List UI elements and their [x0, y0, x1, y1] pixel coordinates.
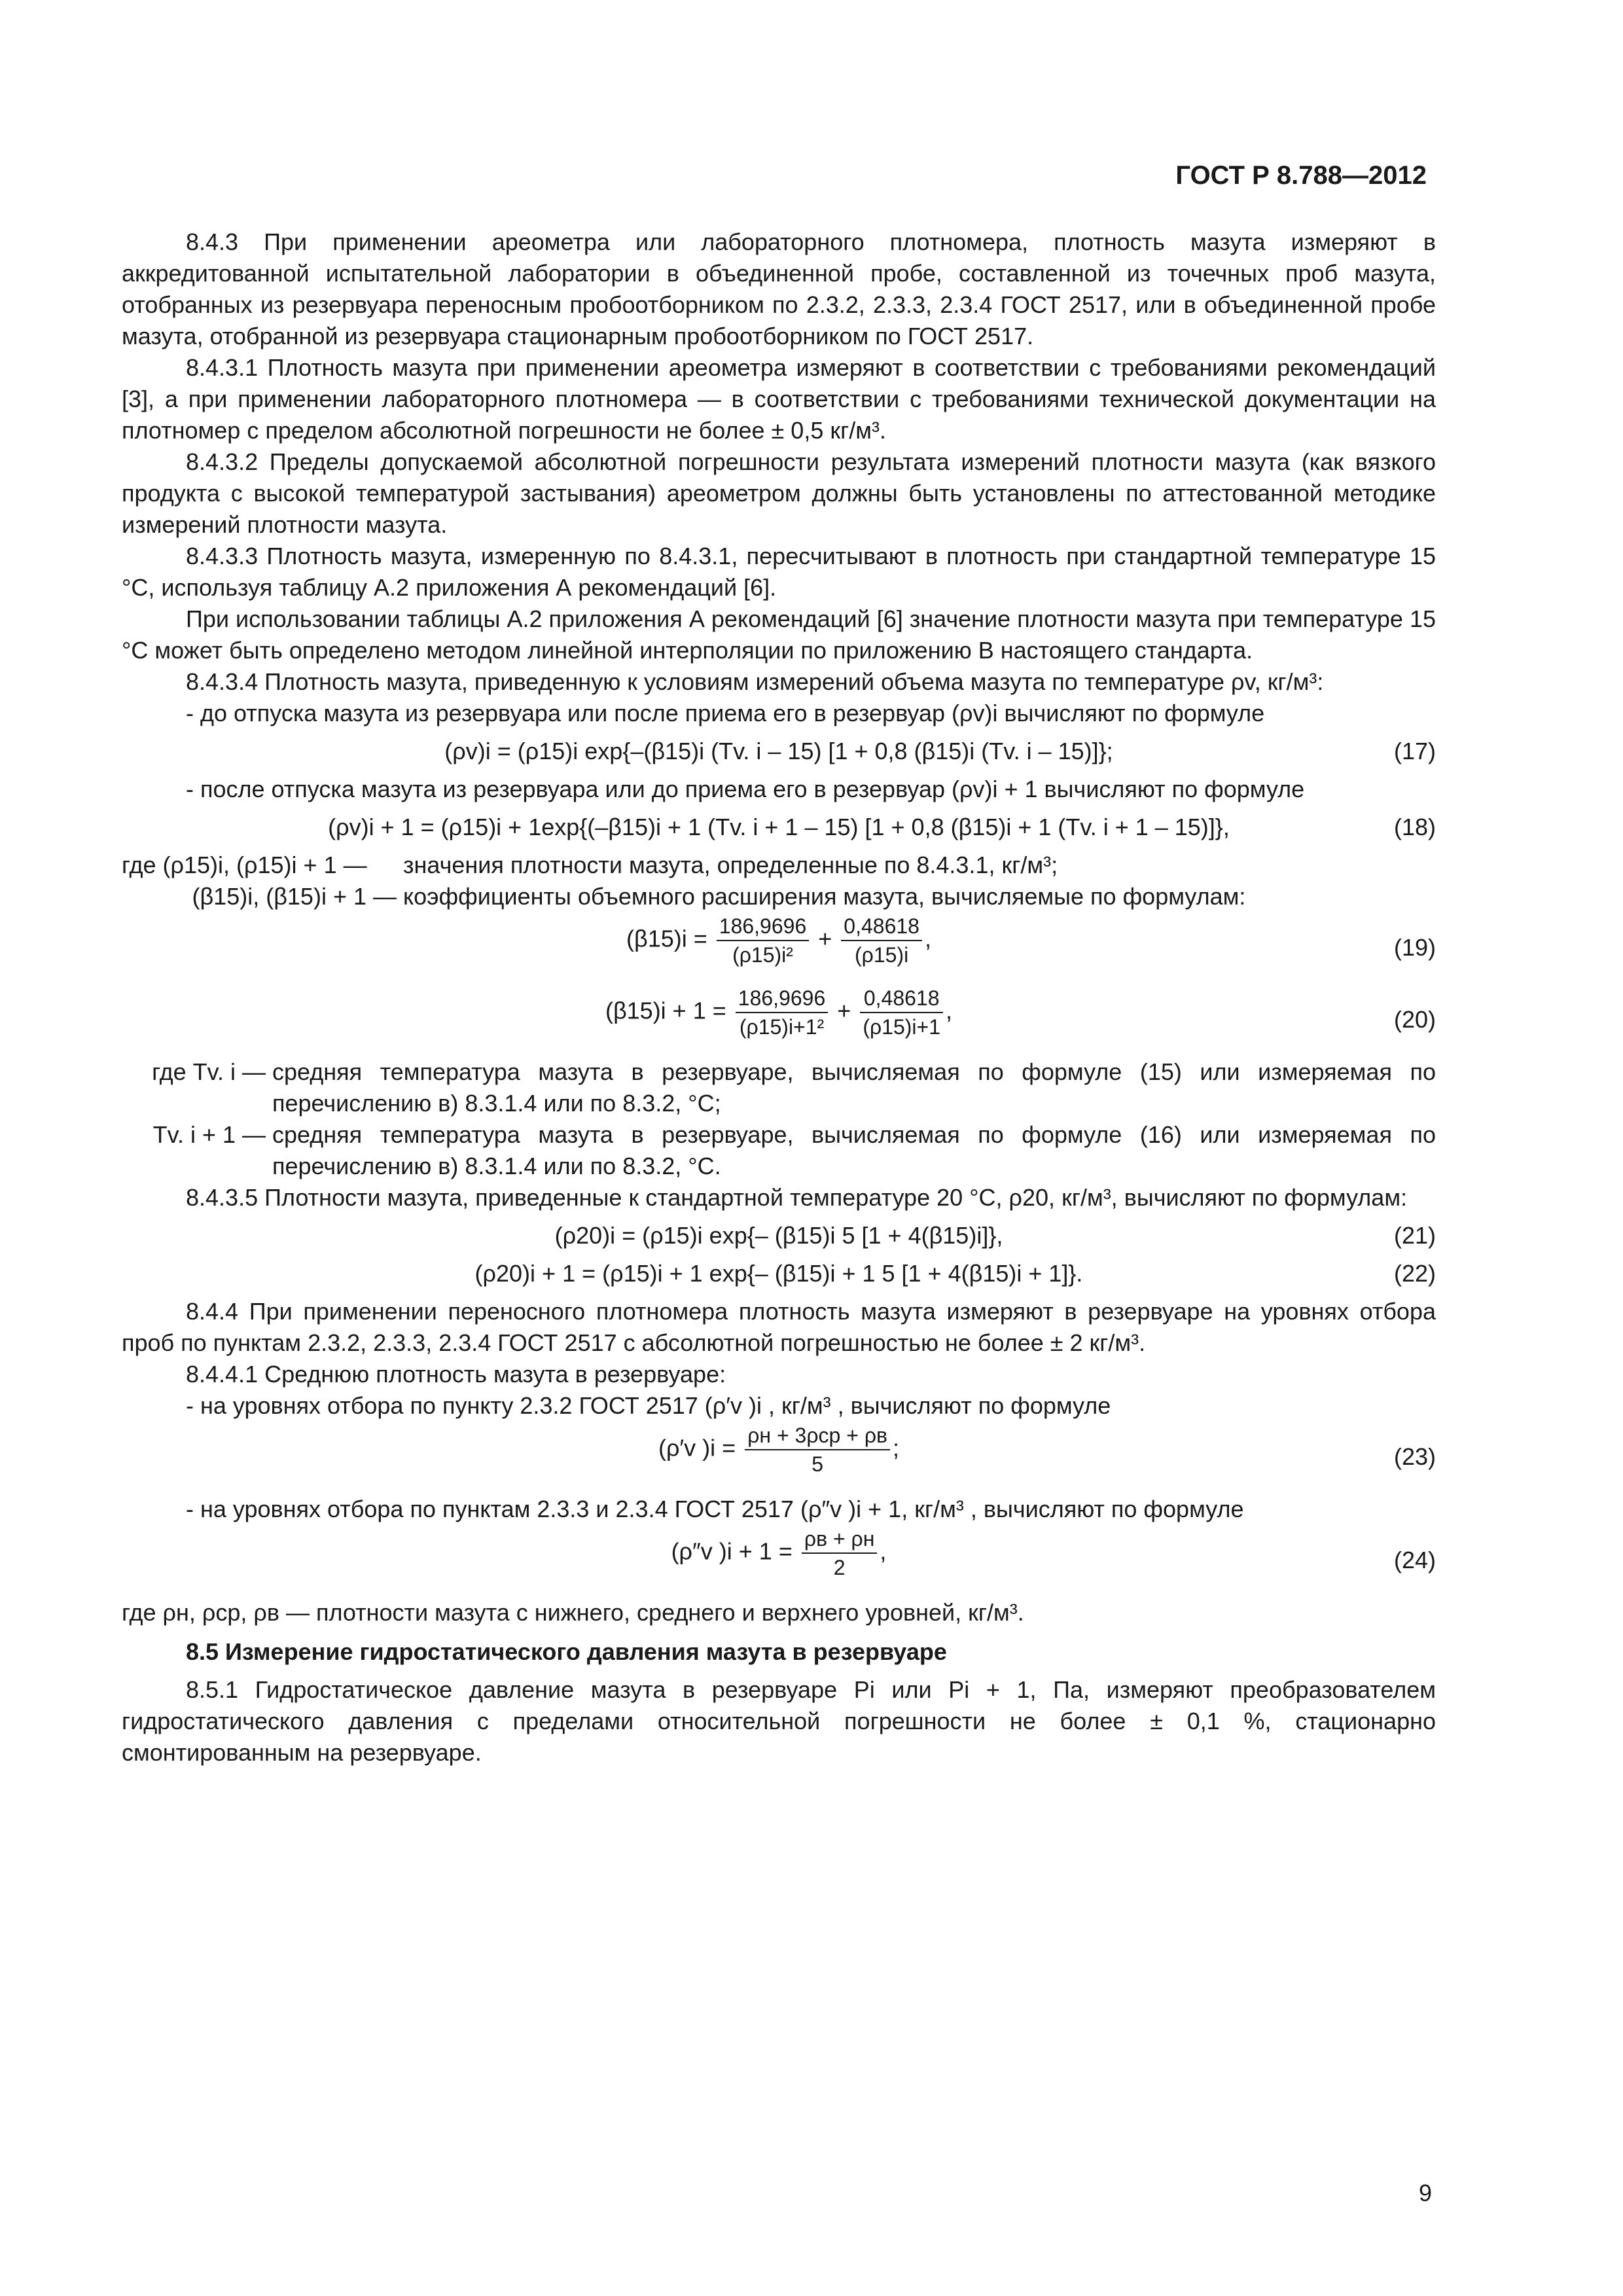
where-beta15-text: коэффициенты объемного расширения мазута, вычисляемые по формулам: — [403, 883, 1246, 910]
where-tvi1 — [122, 1119, 1436, 1182]
paragraph-8-4-4-1: 8.4.4.1 Среднюю плотность мазута в резервуаре: — [186, 1361, 726, 1388]
where-tvi1-label: Tv. i + 1 — — [152, 1121, 266, 1148]
formula-20-denominator-1: (ρ15)i+1² — [739, 1015, 825, 1039]
formula-19-denominator-2: (ρ15)i — [855, 943, 909, 967]
formula-17-expression: (ρv)i = (ρ15)i exp{–(β15)i (Tv. i – 15) [1 + 0,8 (β15)i (Tv. i – 15)]}; — [444, 738, 1113, 764]
formula-24-number: (24) — [1393, 1547, 1436, 1573]
formula-24: (ρ″v )i + 1 = $\frac{\rho в + \rho н}{2}$ , (24) — [122, 1525, 1436, 1597]
formula-23-fraction — [745, 1422, 890, 1478]
formula-20: (β15)i + 1 = $\frac{186,9696}{\text{(ρ15)i+1²}}$ + $\frac{0,48618}{(\rho 15)i+1}$ , (20) — [122, 984, 1436, 1056]
standard-designation: ГОСТ Р 8.788—2012 — [1175, 161, 1427, 190]
formula-21-expression: (ρ20)i = (ρ15)i exp{– (β15)i 5 [1 + 4(β15)i]}, — [554, 1222, 1003, 1249]
formula-18 — [122, 812, 1436, 843]
formula-20-numerator-1: 186,9696 — [736, 984, 828, 1013]
where-tvi-text: средняя температура мазута в резервуаре, вычисляемая по формуле (15) или измеряемая по перечислению в) 8.3.1.4 или по 8.3.2, °С; — [272, 1058, 1436, 1117]
page-number: 9 — [1418, 2179, 1432, 2206]
formula-24-lhs: (ρ″v )i + 1 = — [671, 1537, 793, 1565]
formula-20-fraction-2 — [860, 984, 943, 1041]
formula-22-number: (22) — [1393, 1260, 1436, 1287]
paragraph-8-4-4-1-a: - на уровнях отбора по пункту 2.3.2 ГОСТ 2517 (ρ′v )i , кг/м³ , вычисляют по формуле — [186, 1392, 1111, 1419]
formula-20-number: (20) — [1393, 1006, 1436, 1033]
formula-23-denominator: 5 — [812, 1452, 823, 1476]
where-tvi1-text: средняя температура мазута в резервуаре, вычисляемая по формуле (16) или измеряемая по перечислению в) 8.3.1.4 или по 8.3.2, °С. — [272, 1121, 1436, 1179]
paragraph-8-4-3-4-b: - после отпуска мазута из резервуара или до приема его в резервуар (ρv)i + 1 вычисляют по формуле — [186, 776, 1305, 802]
paragraph-8-4-3-3: 8.4.3.3 Плотность мазута, измеренную по 8.4.3.1, пересчитывают в плотность при стандартной температуре 15 °С, используя таблицу А.2 приложения А рекомендаций [6]. — [122, 543, 1436, 601]
paragraph-8-4-3-3-note: При использовании таблицы А.2 приложения А рекомендаций [6] значение плотности мазута при температуре 15 °С может быть определено методом линейной интерполяции по приложению В настоящего стандарта. — [122, 605, 1436, 664]
formula-18-number: (18) — [1393, 814, 1436, 840]
paragraph-8-4-3-5: 8.4.3.5 Плотности мазута, приведенные к стандартной температуре 20 °С, ρ20, кг/м³, вычисляют по формулам: — [186, 1184, 1408, 1211]
formula-23-numerator: ρн + 3ρср + ρв — [745, 1422, 890, 1450]
formula-19-fraction-1 — [717, 912, 809, 969]
page-body — [122, 226, 1436, 1768]
paragraph-8-4-3-1: 8.4.3.1 Плотность мазута при применении ареометра измеряют в соответствии с требованиями рекомендаций [3], а при применении лабораторного плотномера — в соответствии с требованиями технической документации на плотномер с пределом абсолютной погрешности не более ± 0,5 кг/м³. — [122, 354, 1436, 444]
formula-22-expression: (ρ20)i + 1 = (ρ15)i + 1 exp{– (β15)i + 1 5 [1 + 4(β15)i + 1]}. — [474, 1260, 1083, 1287]
formula-20-fraction-1 — [736, 984, 828, 1041]
where-levels: где ρн, ρср, ρв — плотности мазута с нижнего, среднего и верхнего уровней, кг/м³. — [122, 1599, 1024, 1626]
formula-19-numerator-2: 0,48618 — [841, 912, 922, 941]
formula-20-numerator-2: 0,48618 — [860, 984, 943, 1013]
formula-22 — [122, 1258, 1436, 1289]
formula-19: (β15)i = $\frac{186,9696}{\text{(ρ15)i²}}$ + $\frac{0,48618}{(\rho 15)i}$ , (19) — [122, 912, 1436, 984]
formula-23-number: (23) — [1393, 1443, 1436, 1470]
paragraph-8-4-3-2: 8.4.3.2 Пределы допускаемой абсолютной погрешности результата измерений плотности мазута (как вязкого продукта с высокой температурой застывания) ареометром должны быть установлены по аттестованной методике измерений плотности мазута. — [122, 448, 1436, 538]
paragraph-8-4-4-1-b: - на уровнях отбора по пунктам 2.3.3 и 2.3.4 ГОСТ 2517 (ρ″v )i + 1, кг/м³ , вычисляют по формуле — [186, 1496, 1244, 1522]
formula-19-lhs: (β15)i = — [626, 925, 707, 952]
section-heading-8-5: 8.5 Измерение гидростатического давления мазута в резервуаре — [186, 1638, 947, 1665]
paragraph-8-4-4: 8.4.4 При применении переносного плотномера плотность мазута измеряют в резервуаре на уровнях отбора проб по пунктам 2.3.2, 2.3.3, 2.3.4 ГОСТ 2517 с абсолютной погрешностью не более ± 2 кг/м³. — [122, 1298, 1436, 1356]
formula-20-lhs: (β15)i + 1 = — [605, 997, 726, 1024]
formula-24-fraction — [802, 1525, 878, 1581]
formula-21 — [122, 1220, 1436, 1251]
where-beta15-label: (β15)i, (β15)i + 1 — — [192, 883, 397, 910]
formula-19-fraction-2 — [841, 912, 922, 969]
formula-19-numerator-1: 186,9696 — [717, 912, 809, 941]
paragraph-8-4-3: 8.4.3 При применении ареометра или лабораторного плотномера, плотность мазута измеряют в аккредитованной испытательной лаборатории в объединенной пробе, составленной из точечных проб мазута, отобранных из резервуара переносным пробоотборником по 2.3.2, 2.3.3, 2.3.4 ГОСТ 2517, или в объединенной пробе мазута, отобранной из резервуара стационарным пробоотборником по ГОСТ 2517. — [122, 228, 1436, 350]
formula-21-number: (21) — [1393, 1222, 1436, 1249]
formula-17 — [122, 736, 1436, 767]
paragraph-8-5-1: 8.5.1 Гидростатическое давление мазута в резервуаре Pi или Pi + 1, Па, измеряют преобразователем гидростатического давления с пределами относительной погрешности не более ± 0,1 %, стационарно смонтированным на резервуаре. — [122, 1676, 1436, 1766]
where-rho15-text: значения плотности мазута, определенные по 8.4.3.1, кг/м³; — [403, 852, 1058, 878]
formula-19-denominator-1: (ρ15)i² — [732, 943, 793, 967]
formula-23-lhs: (ρ′v )i = — [658, 1434, 736, 1462]
where-rho15-label: где (ρ15)i, (ρ15)i + 1 — — [122, 852, 367, 878]
paragraph-8-4-3-4: 8.4.3.4 Плотность мазута, приведенную к условиям измерений объема мазута по температуре ρv, кг/м³: — [186, 668, 1324, 695]
formula-24-denominator: 2 — [833, 1556, 846, 1579]
formula-20-denominator-2: (ρ15)i+1 — [863, 1015, 941, 1039]
formula-17-number: (17) — [1393, 738, 1436, 764]
where-rho15 — [122, 850, 1436, 881]
formula-18-expression: (ρv)i + 1 = (ρ15)i + 1exp{(–β15)i + 1 (Tv. i + 1 – 15) [1 + 0,8 (β15)i + 1 (Tv. i + 1 – 15)]}, — [328, 814, 1230, 840]
where-tvi-label: где Tv. i — — [152, 1058, 266, 1085]
formula-24-numerator: ρв + ρн — [802, 1525, 878, 1554]
formula-23: (ρ′v )i = $\frac{\text{ρн + 3ρср + ρв}}{5}$ ; (23) — [122, 1422, 1436, 1494]
formula-19-number: (19) — [1393, 934, 1436, 961]
where-tvi — [122, 1056, 1436, 1119]
paragraph-8-4-3-4-a: - до отпуска мазута из резервуара или после приема его в резервуар (ρv)i вычисляют по формуле — [186, 700, 1265, 726]
where-beta15 — [122, 881, 1436, 912]
